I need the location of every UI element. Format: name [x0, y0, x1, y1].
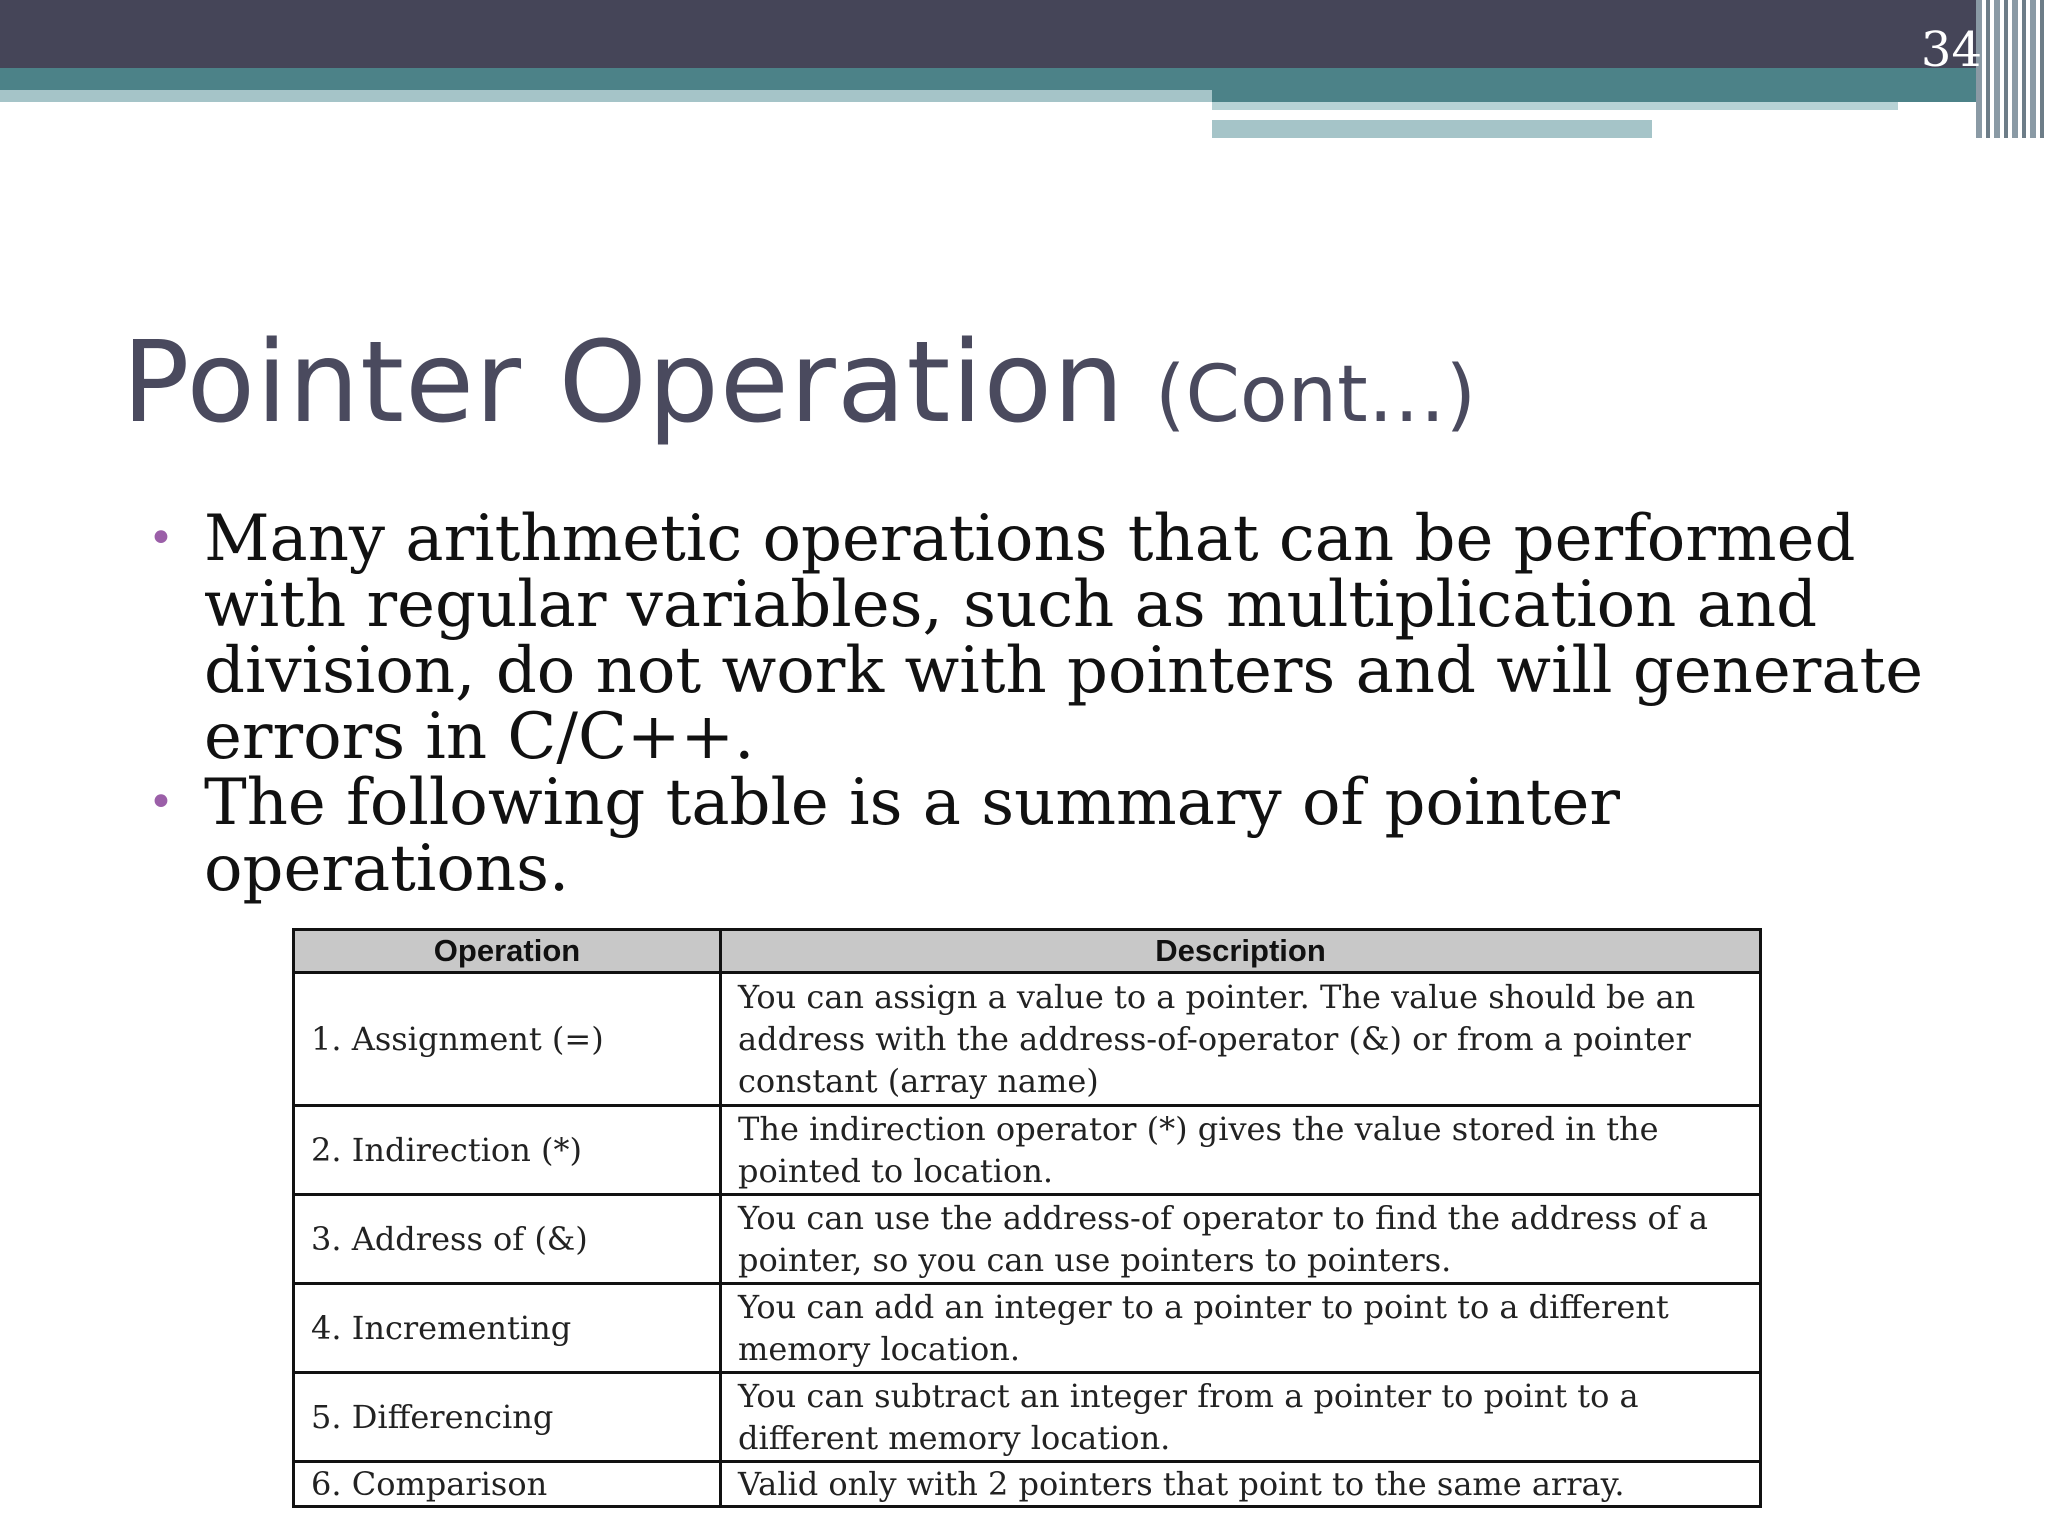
operation-cell: 1. Assignment (=) — [294, 973, 721, 1106]
header-accent-stripe — [0, 68, 1212, 90]
slide-title-suffix: (Cont…) — [1155, 350, 1477, 440]
table-row — [294, 1373, 1761, 1462]
description-cell: You can use the address-of operator to find the address of a pointer, so you can use pointers to pointers. — [721, 1195, 1761, 1284]
bullet-text: Many arithmetic operations that can be performed with regular variables, such as multiplication and division, do not work with pointers and will generate errors in C/C++. — [204, 502, 1924, 774]
header-bar — [0, 0, 2048, 68]
table-row — [294, 973, 1761, 1106]
header-accent-stripe — [1212, 102, 1898, 110]
bullet-item — [148, 502, 1928, 774]
table-row — [294, 1284, 1761, 1373]
description-cell: You can add an integer to a pointer to point to a different memory location. — [721, 1284, 1761, 1373]
header-accent-stripe — [1212, 120, 1652, 138]
description-cell: You can subtract an integer from a pointer to point to a different memory location. — [721, 1373, 1761, 1462]
operation-cell: 2. Indirection (*) — [294, 1106, 721, 1195]
bullet-list — [148, 502, 1928, 906]
table-row — [294, 1106, 1761, 1195]
slide-title-main: Pointer Operation — [122, 318, 1126, 448]
description-cell: Valid only with 2 pointers that point to the same array. — [721, 1462, 1761, 1507]
description-cell: You can assign a value to a pointer. The value should be an address with the address-of-operator (&) or from a pointer constant (array name) — [721, 973, 1761, 1106]
bullet-icon: • — [148, 513, 174, 564]
header-vertical-stripes — [1976, 0, 2048, 138]
table-row — [294, 1462, 1761, 1507]
operation-cell: 5. Differencing — [294, 1373, 721, 1462]
table-header-row — [294, 930, 1761, 973]
table-row — [294, 1195, 1761, 1284]
operation-cell: 3. Address of (&) — [294, 1195, 721, 1284]
slide-title — [122, 318, 1476, 448]
page-number: 34 — [1920, 22, 1982, 78]
header-accent-stripe — [1212, 110, 1976, 120]
bullet-item — [148, 766, 1928, 906]
bullet-icon: • — [148, 777, 174, 828]
description-cell: The indirection operator (*) gives the value stored in the pointed to location. — [721, 1106, 1761, 1195]
operation-cell: 6. Comparison — [294, 1462, 721, 1507]
bullet-text: The following table is a summary of pointer operations. — [204, 766, 1620, 906]
header-accent-stripe — [1212, 68, 1976, 102]
operation-cell: 4. Incrementing — [294, 1284, 721, 1373]
header-accent-stripe — [0, 90, 1212, 102]
column-header-description: Description — [721, 930, 1761, 973]
column-header-operation: Operation — [294, 930, 721, 973]
pointer-operations-table — [292, 928, 1762, 1508]
